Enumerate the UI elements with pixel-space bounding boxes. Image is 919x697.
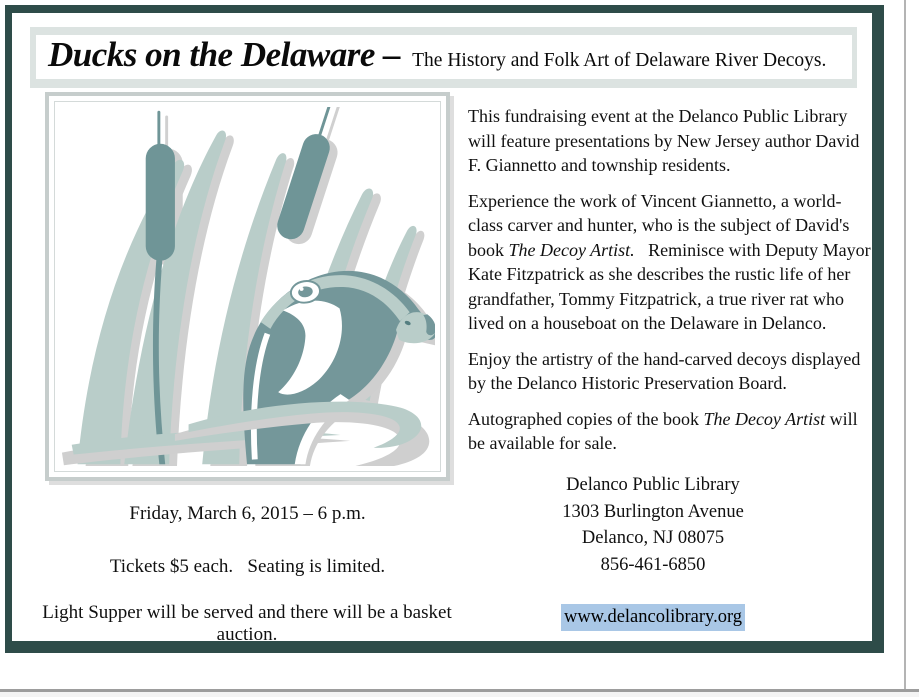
duck-picture-mat xyxy=(54,101,441,472)
contact-phone: 856-461-6850 xyxy=(600,554,706,575)
body-paragraph: This fundraising event at the Delanco Public Library will feature presentations by New Jersey author David F. Giannetto and township residents. xyxy=(468,106,864,175)
duck-illustration xyxy=(60,107,435,466)
body-paragraphs xyxy=(468,104,876,467)
event-supper-line: Light Supper will be served and there will be a basket auction. xyxy=(42,602,462,645)
contact-city-state-zip: Delanco, NJ 08075 xyxy=(581,528,725,548)
page-subtitle: The History and Folk Art of Delaware River Decoys. xyxy=(412,50,827,71)
body-paragraph: Experience the work of Vincent Giannetto, a world-class carver and hunter, who is the subject of David's book The Decoy Artist. Reminisce with Deputy Mayor Kate Fitzpatrick as she describes the rustic life of her grandfather, Tommy Fitzpatrick, a true river rat who lived on a houseboat on the Delaware in Delanco. xyxy=(468,190,876,333)
page-right-edge xyxy=(904,0,906,691)
contact-street: 1303 Burlington Avenue xyxy=(562,501,744,522)
contact-name: Delanco Public Library xyxy=(566,475,740,495)
title-banner-inner xyxy=(36,35,852,79)
viewer-background xyxy=(0,692,919,697)
website-link[interactable]: www.delancolibrary.org xyxy=(561,604,745,631)
event-tickets-line: Tickets $5 each. Seating is limited. xyxy=(109,556,386,577)
body-paragraph: Enjoy the artistry of the hand-carved decoys displayed by the Delanco Historic Preservation Board. xyxy=(468,348,865,393)
contact-block xyxy=(528,472,778,631)
duck-picture-frame xyxy=(45,92,450,481)
page-title: Ducks on the Delaware – xyxy=(48,35,401,74)
title-banner xyxy=(30,27,857,88)
body-paragraph: Autographed copies of the book The Decoy Artist will be available for sale. xyxy=(468,408,863,453)
event-date-line: Friday, March 6, 2015 – 6 p.m. xyxy=(129,503,366,524)
